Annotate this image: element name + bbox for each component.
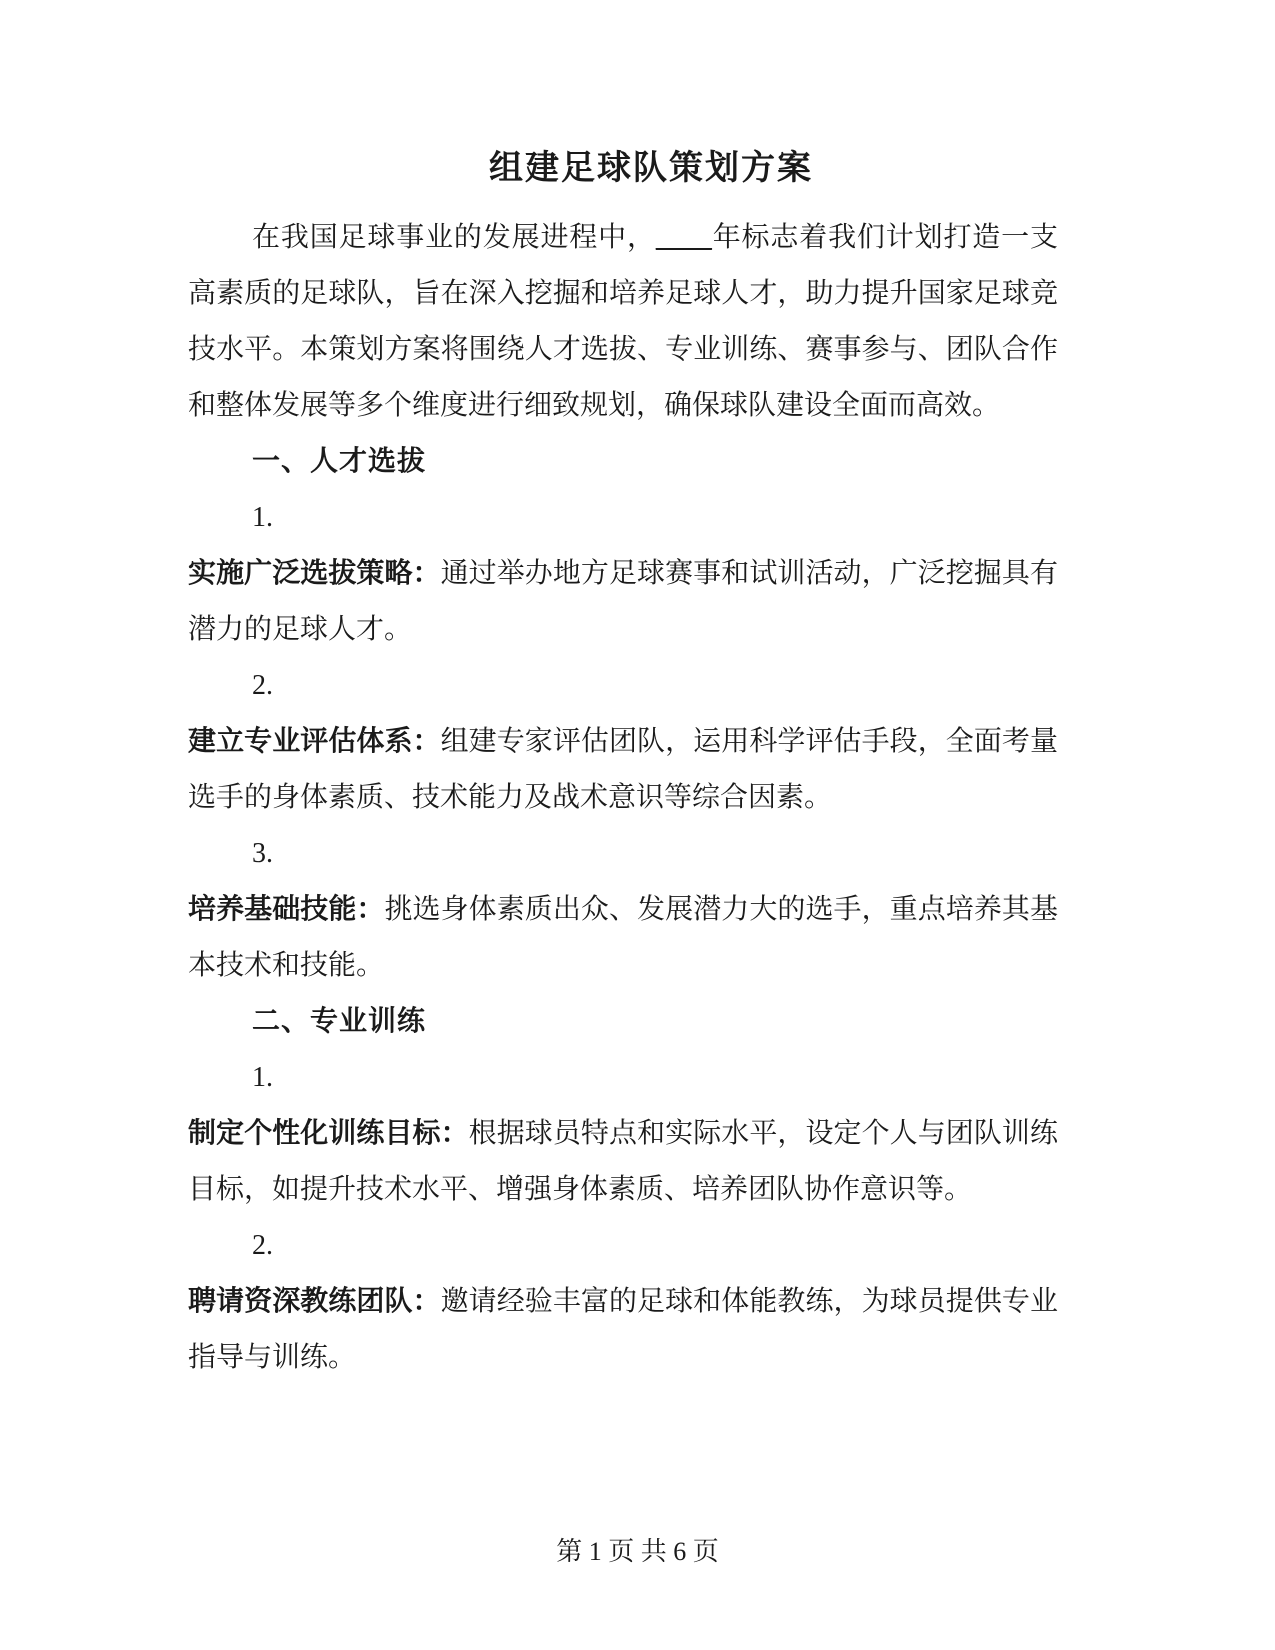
page-title: 组建足球队策划方案 <box>489 150 813 187</box>
item-text: 根据球员特点和实际水平，设定个人与团队训练目标，如提升技术水平、增强身体素质、培养团队协作意识等。 <box>188 1118 1058 1205</box>
item-number: 2. <box>252 670 273 701</box>
intro-paragraph <box>188 210 1058 434</box>
item-paragraph <box>188 714 1058 826</box>
item-text: 邀请经验丰富的足球和体能教练，为球员提供专业指导与训练。 <box>188 1286 1058 1373</box>
item-paragraph <box>188 546 1058 658</box>
fill-in-blank: ____ <box>655 222 712 253</box>
item-text: 通过举办地方足球赛事和试训活动，广泛挖掘具有潜力的足球人才。 <box>188 558 1058 645</box>
item-number: 2. <box>252 1230 273 1261</box>
item-number: 1. <box>252 1062 273 1093</box>
item-label: 聘请资深教练团队： <box>188 1286 441 1317</box>
item-number: 1. <box>252 502 273 533</box>
intro-text-pre: 在我国足球事业的发展进程中， <box>252 222 656 253</box>
item-text: 组建专家评估团队，运用科学评估手段，全面考量选手的身体素质、技术能力及战术意识等综合因素。 <box>188 726 1058 813</box>
section-heading-2: 二、专业训练 <box>252 1006 427 1037</box>
item-paragraph <box>188 882 1058 994</box>
item-label: 建立专业评估体系： <box>188 726 441 757</box>
item-paragraph <box>188 1274 1058 1386</box>
item-label: 制定个性化训练目标： <box>188 1118 469 1149</box>
item-label: 培养基础技能： <box>188 894 385 925</box>
item-label: 实施广泛选拔策略： <box>188 558 441 589</box>
page-number-footer: 第 1 页 共 6 页 <box>556 1537 719 1566</box>
section-heading-1: 一、人才选拔 <box>252 446 427 477</box>
item-text: 挑选身体素质出众、发展潜力大的选手，重点培养其基本技术和技能。 <box>188 894 1058 981</box>
intro-text-post: 年标志着我们计划打造一支高素质的足球队，旨在深入挖掘和培养足球人才，助力提升国家足球竞技水平。本策划方案将围绕人才选拔、专业训练、赛事参与、团队合作和整体发展等多个维度进行细致规划，确保球队建设全面而高效。 <box>188 222 1058 421</box>
item-paragraph <box>188 1106 1058 1218</box>
item-number: 3. <box>252 838 273 869</box>
